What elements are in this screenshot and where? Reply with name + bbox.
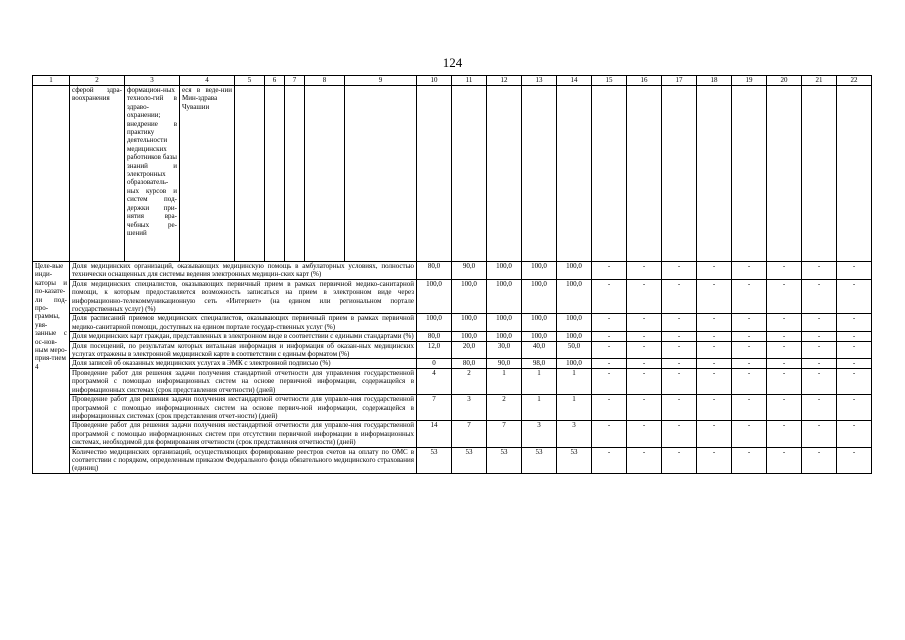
- indicator-value: -: [767, 279, 802, 314]
- indicator-value: 100,0: [452, 332, 487, 341]
- indicator-value: -: [732, 447, 767, 473]
- indicator-value: -: [697, 359, 732, 368]
- continuation-col-4: еся в веде-нии Мин-здрава Чувашии: [180, 86, 235, 262]
- continuation-col-5: [235, 86, 265, 262]
- indicator-value: -: [697, 279, 732, 314]
- indicator-value: -: [802, 421, 837, 447]
- column-number-15: 15: [592, 76, 627, 86]
- column-number-18: 18: [697, 76, 732, 86]
- indicator-value: 98,0: [522, 359, 557, 368]
- indicator-value: -: [592, 262, 627, 280]
- indicator-value: -: [697, 368, 732, 394]
- indicator-value: -: [732, 368, 767, 394]
- indicator-value: -: [662, 421, 697, 447]
- continuation-col-10: [417, 86, 452, 262]
- indicator-value: -: [837, 359, 872, 368]
- indicator-value: 90,0: [487, 359, 522, 368]
- continuation-row: [33, 86, 872, 262]
- indicator-value: 14: [417, 421, 452, 447]
- indicator-row: [33, 341, 872, 359]
- indicator-value: -: [767, 368, 802, 394]
- column-number-4: 4: [180, 76, 235, 86]
- indicator-value: 100,0: [557, 262, 592, 280]
- continuation-col-16: [627, 86, 662, 262]
- continuation-col-19: [732, 86, 767, 262]
- indicator-value: -: [662, 262, 697, 280]
- indicator-value: -: [802, 395, 837, 421]
- column-number-7: 7: [285, 76, 305, 86]
- indicator-value: -: [627, 395, 662, 421]
- indicator-value: 1: [487, 368, 522, 394]
- continuation-col-21: [802, 86, 837, 262]
- continuation-col-2: сферой здра-воохранения: [70, 86, 125, 262]
- indicator-value: 100,0: [487, 262, 522, 280]
- column-number-22: 22: [837, 76, 872, 86]
- indicator-value: -: [837, 341, 872, 359]
- indicator-value: 1: [522, 368, 557, 394]
- continuation-col-22: [837, 86, 872, 262]
- indicator-description: Доля расписаний приемов медицинских специалистов, оказывающих первичный прием в рамках первичной медико-санитарной помощи, доступных на едином портале государ-ственных услуг (%): [70, 314, 417, 332]
- indicator-value: 3: [522, 421, 557, 447]
- indicator-description: Проведение работ для решения задачи получения нестандартной отчетности для управле-ния государственной программой с помощью информационных систем при отсутствии первичной информации в информационных системах, необходимой для формирования отчетности (срок представления отчетности) (дней): [70, 421, 417, 447]
- indicator-value: -: [592, 279, 627, 314]
- indicator-description: Доля медицинских специалистов, оказывающих первичный прием в рамках первичной медико-санитарной помощи, к которым предоставляется возможность записаться на прием в электронном виде через информационно-телекоммуникационную сеть «Интернет» (на едином или региональном портале государственных услуг) (%): [70, 279, 417, 314]
- indicator-value: 2: [452, 368, 487, 394]
- indicator-value: 100,0: [487, 279, 522, 314]
- indicator-value: 3: [557, 421, 592, 447]
- continuation-col-14: [557, 86, 592, 262]
- indicator-group-label: Целе-вые инди-каторы и по-казате-ли под-про-граммы, увя-занные с ос-нов-ным меро-прия-тием 4: [33, 262, 70, 474]
- indicator-value: -: [627, 368, 662, 394]
- indicator-value: -: [592, 368, 627, 394]
- indicator-value: -: [592, 395, 627, 421]
- indicator-value: -: [662, 332, 697, 341]
- indicator-value: 100,0: [487, 332, 522, 341]
- indicator-row: [33, 279, 872, 314]
- indicator-value: -: [697, 395, 732, 421]
- indicator-value: 20,0: [452, 341, 487, 359]
- indicator-value: -: [802, 447, 837, 473]
- indicator-value: -: [592, 341, 627, 359]
- continuation-col-7: [285, 86, 305, 262]
- column-number-21: 21: [802, 76, 837, 86]
- continuation-col-18: [697, 86, 732, 262]
- indicator-row: [33, 262, 872, 280]
- indicator-value: 100,0: [557, 314, 592, 332]
- indicator-value: -: [767, 395, 802, 421]
- indicator-value: -: [767, 314, 802, 332]
- continuation-col-12: [487, 86, 522, 262]
- column-number-10: 10: [417, 76, 452, 86]
- indicator-description: Доля медицинских карт граждан, представленных в электронном виде в соответствии с едиными стандартами (%): [70, 332, 417, 341]
- indicator-value: -: [662, 359, 697, 368]
- indicator-value: -: [697, 332, 732, 341]
- indicator-value: -: [662, 341, 697, 359]
- indicator-description: Доля записей об оказанных медицинских услугах в ЭМК с электронной подписью (%): [70, 359, 417, 368]
- column-number-17: 17: [662, 76, 697, 86]
- column-number-3: 3: [125, 76, 180, 86]
- indicator-value: 100,0: [522, 314, 557, 332]
- indicator-value: -: [767, 421, 802, 447]
- column-number-20: 20: [767, 76, 802, 86]
- indicator-value: -: [697, 314, 732, 332]
- indicator-value: 4: [417, 368, 452, 394]
- column-number-11: 11: [452, 76, 487, 86]
- continuation-col-9: [345, 86, 417, 262]
- indicator-value: 7: [417, 395, 452, 421]
- indicator-value: -: [697, 341, 732, 359]
- column-number-12: 12: [487, 76, 522, 86]
- column-number-row: [33, 76, 872, 86]
- indicator-value: 100,0: [557, 332, 592, 341]
- indicator-value: 1: [522, 395, 557, 421]
- indicator-value: -: [697, 447, 732, 473]
- indicator-value: -: [837, 314, 872, 332]
- indicator-value: 90,0: [452, 262, 487, 280]
- indicator-row: [33, 421, 872, 447]
- indicator-value: 53: [487, 447, 522, 473]
- indicator-value: 100,0: [417, 279, 452, 314]
- indicator-value: -: [767, 341, 802, 359]
- indicator-value: 80,0: [417, 332, 452, 341]
- column-number-6: 6: [265, 76, 285, 86]
- indicator-value: -: [837, 395, 872, 421]
- column-number-2: 2: [70, 76, 125, 86]
- indicator-value: -: [802, 332, 837, 341]
- indicator-value: 100,0: [487, 314, 522, 332]
- indicator-value: -: [697, 262, 732, 280]
- indicator-value: -: [662, 314, 697, 332]
- indicator-value: -: [662, 395, 697, 421]
- indicator-value: 80,0: [417, 262, 452, 280]
- indicator-value: 2: [487, 395, 522, 421]
- indicator-value: 100,0: [522, 279, 557, 314]
- indicator-value: -: [627, 314, 662, 332]
- continuation-col-11: [452, 86, 487, 262]
- indicator-value: -: [732, 314, 767, 332]
- indicator-value: -: [627, 332, 662, 341]
- indicator-value: -: [767, 332, 802, 341]
- indicator-value: 53: [522, 447, 557, 473]
- indicator-value: 53: [417, 447, 452, 473]
- column-number-14: 14: [557, 76, 592, 86]
- indicator-value: 1: [557, 368, 592, 394]
- indicator-value: -: [662, 368, 697, 394]
- continuation-col-6: [265, 86, 285, 262]
- indicator-value: -: [802, 359, 837, 368]
- indicator-value: 80,0: [452, 359, 487, 368]
- indicator-value: -: [837, 279, 872, 314]
- page-number: 124: [442, 55, 463, 70]
- continuation-col-13: [522, 86, 557, 262]
- continuation-col-8: [305, 86, 345, 262]
- column-number-1: 1: [33, 76, 70, 86]
- indicator-value: 100,0: [557, 279, 592, 314]
- indicator-value: 100,0: [417, 314, 452, 332]
- indicator-value: -: [627, 341, 662, 359]
- indicator-value: 100,0: [557, 359, 592, 368]
- indicator-description: Проведение работ для решения задачи получения стандартной отчетности для управления государственной программой с помощью информационных систем на основе первичной информации, содержащейся в информационных системах (срок представления отчетности) (дней): [70, 368, 417, 394]
- indicator-value: 7: [452, 421, 487, 447]
- indicator-value: 1: [557, 395, 592, 421]
- continuation-col-20: [767, 86, 802, 262]
- indicator-row: [33, 368, 872, 394]
- indicator-value: 100,0: [522, 332, 557, 341]
- indicator-value: -: [802, 262, 837, 280]
- column-number-5: 5: [235, 76, 265, 86]
- indicator-row: [33, 447, 872, 473]
- indicator-value: -: [592, 359, 627, 368]
- continuation-col-1: [33, 86, 70, 262]
- indicator-value: -: [837, 368, 872, 394]
- indicator-row: [33, 359, 872, 368]
- indicator-description: Количество медицинских организаций, осуществляющих формирование реестров счетов на оплату по ОМС в соответствии с порядком, определенным приказом Федерального фонда обязательного медицинского страхования (единиц): [70, 447, 417, 473]
- indicator-value: -: [802, 314, 837, 332]
- indicator-value: 53: [452, 447, 487, 473]
- indicator-value: 12,0: [417, 341, 452, 359]
- indicator-row: [33, 395, 872, 421]
- indicator-value: -: [732, 395, 767, 421]
- indicator-value: -: [837, 447, 872, 473]
- indicator-value: -: [732, 332, 767, 341]
- indicator-value: -: [627, 279, 662, 314]
- column-number-9: 9: [345, 76, 417, 86]
- indicator-value: -: [732, 359, 767, 368]
- indicator-value: -: [627, 359, 662, 368]
- indicator-value: -: [837, 421, 872, 447]
- indicator-description: Доля посещений, по результатам которых витальная информация и информация об оказан-ных медицинских услугах отражены в электронной медицинской карте в соответствии с единым форматом (%): [70, 341, 417, 359]
- indicator-value: -: [732, 421, 767, 447]
- indicator-value: 3: [452, 395, 487, 421]
- continuation-col-17: [662, 86, 697, 262]
- indicator-value: -: [802, 368, 837, 394]
- indicator-value: -: [802, 279, 837, 314]
- indicator-value: -: [732, 279, 767, 314]
- continuation-col-3: формацион-ных техноло-гий в здраво-охранении; внедрение в практику деятельности медицинских работников базы знаний и электронных образователь-ных курсов и систем под-держки при-нятия вра-чебных ре-шений: [125, 86, 180, 262]
- indicator-value: -: [837, 262, 872, 280]
- indicator-value: -: [837, 332, 872, 341]
- indicator-value: -: [732, 341, 767, 359]
- continuation-col-15: [592, 86, 627, 262]
- indicator-value: 40,0: [522, 341, 557, 359]
- indicator-value: 100,0: [452, 279, 487, 314]
- indicators-table: [32, 75, 872, 474]
- indicator-value: 0: [417, 359, 452, 368]
- indicator-value: 100,0: [522, 262, 557, 280]
- indicator-value: -: [662, 279, 697, 314]
- indicator-description: Проведение работ для решения задачи получения нестандартной отчетности для управле-ния государственной программой с помощью информационных систем на основе первич-ной информации, содержащейся в информационных системах (срок представления отчет-ности) (дней): [70, 395, 417, 421]
- indicator-value: 53: [557, 447, 592, 473]
- indicator-value: -: [767, 447, 802, 473]
- column-number-8: 8: [305, 76, 345, 86]
- indicator-value: -: [592, 447, 627, 473]
- indicator-value: -: [627, 447, 662, 473]
- indicator-value: -: [592, 421, 627, 447]
- indicator-value: -: [802, 341, 837, 359]
- indicator-row: [33, 332, 872, 341]
- indicator-value: 30,0: [487, 341, 522, 359]
- indicator-value: -: [662, 447, 697, 473]
- indicator-value: -: [592, 332, 627, 341]
- indicator-value: -: [627, 262, 662, 280]
- column-number-19: 19: [732, 76, 767, 86]
- column-number-13: 13: [522, 76, 557, 86]
- indicator-value: 50,0: [557, 341, 592, 359]
- indicator-value: -: [697, 421, 732, 447]
- indicator-value: 100,0: [452, 314, 487, 332]
- column-number-16: 16: [627, 76, 662, 86]
- indicator-row: [33, 314, 872, 332]
- indicator-value: -: [592, 314, 627, 332]
- indicator-value: 7: [487, 421, 522, 447]
- indicator-description: Доля медицинских организаций, оказывающих медицинскую помощь в амбулаторных условиях, полностью технически оснащенных для системы ведения электронных медицин-ских карт (%): [70, 262, 417, 280]
- indicator-value: -: [767, 359, 802, 368]
- indicator-value: -: [627, 421, 662, 447]
- indicator-value: -: [732, 262, 767, 280]
- indicator-value: -: [767, 262, 802, 280]
